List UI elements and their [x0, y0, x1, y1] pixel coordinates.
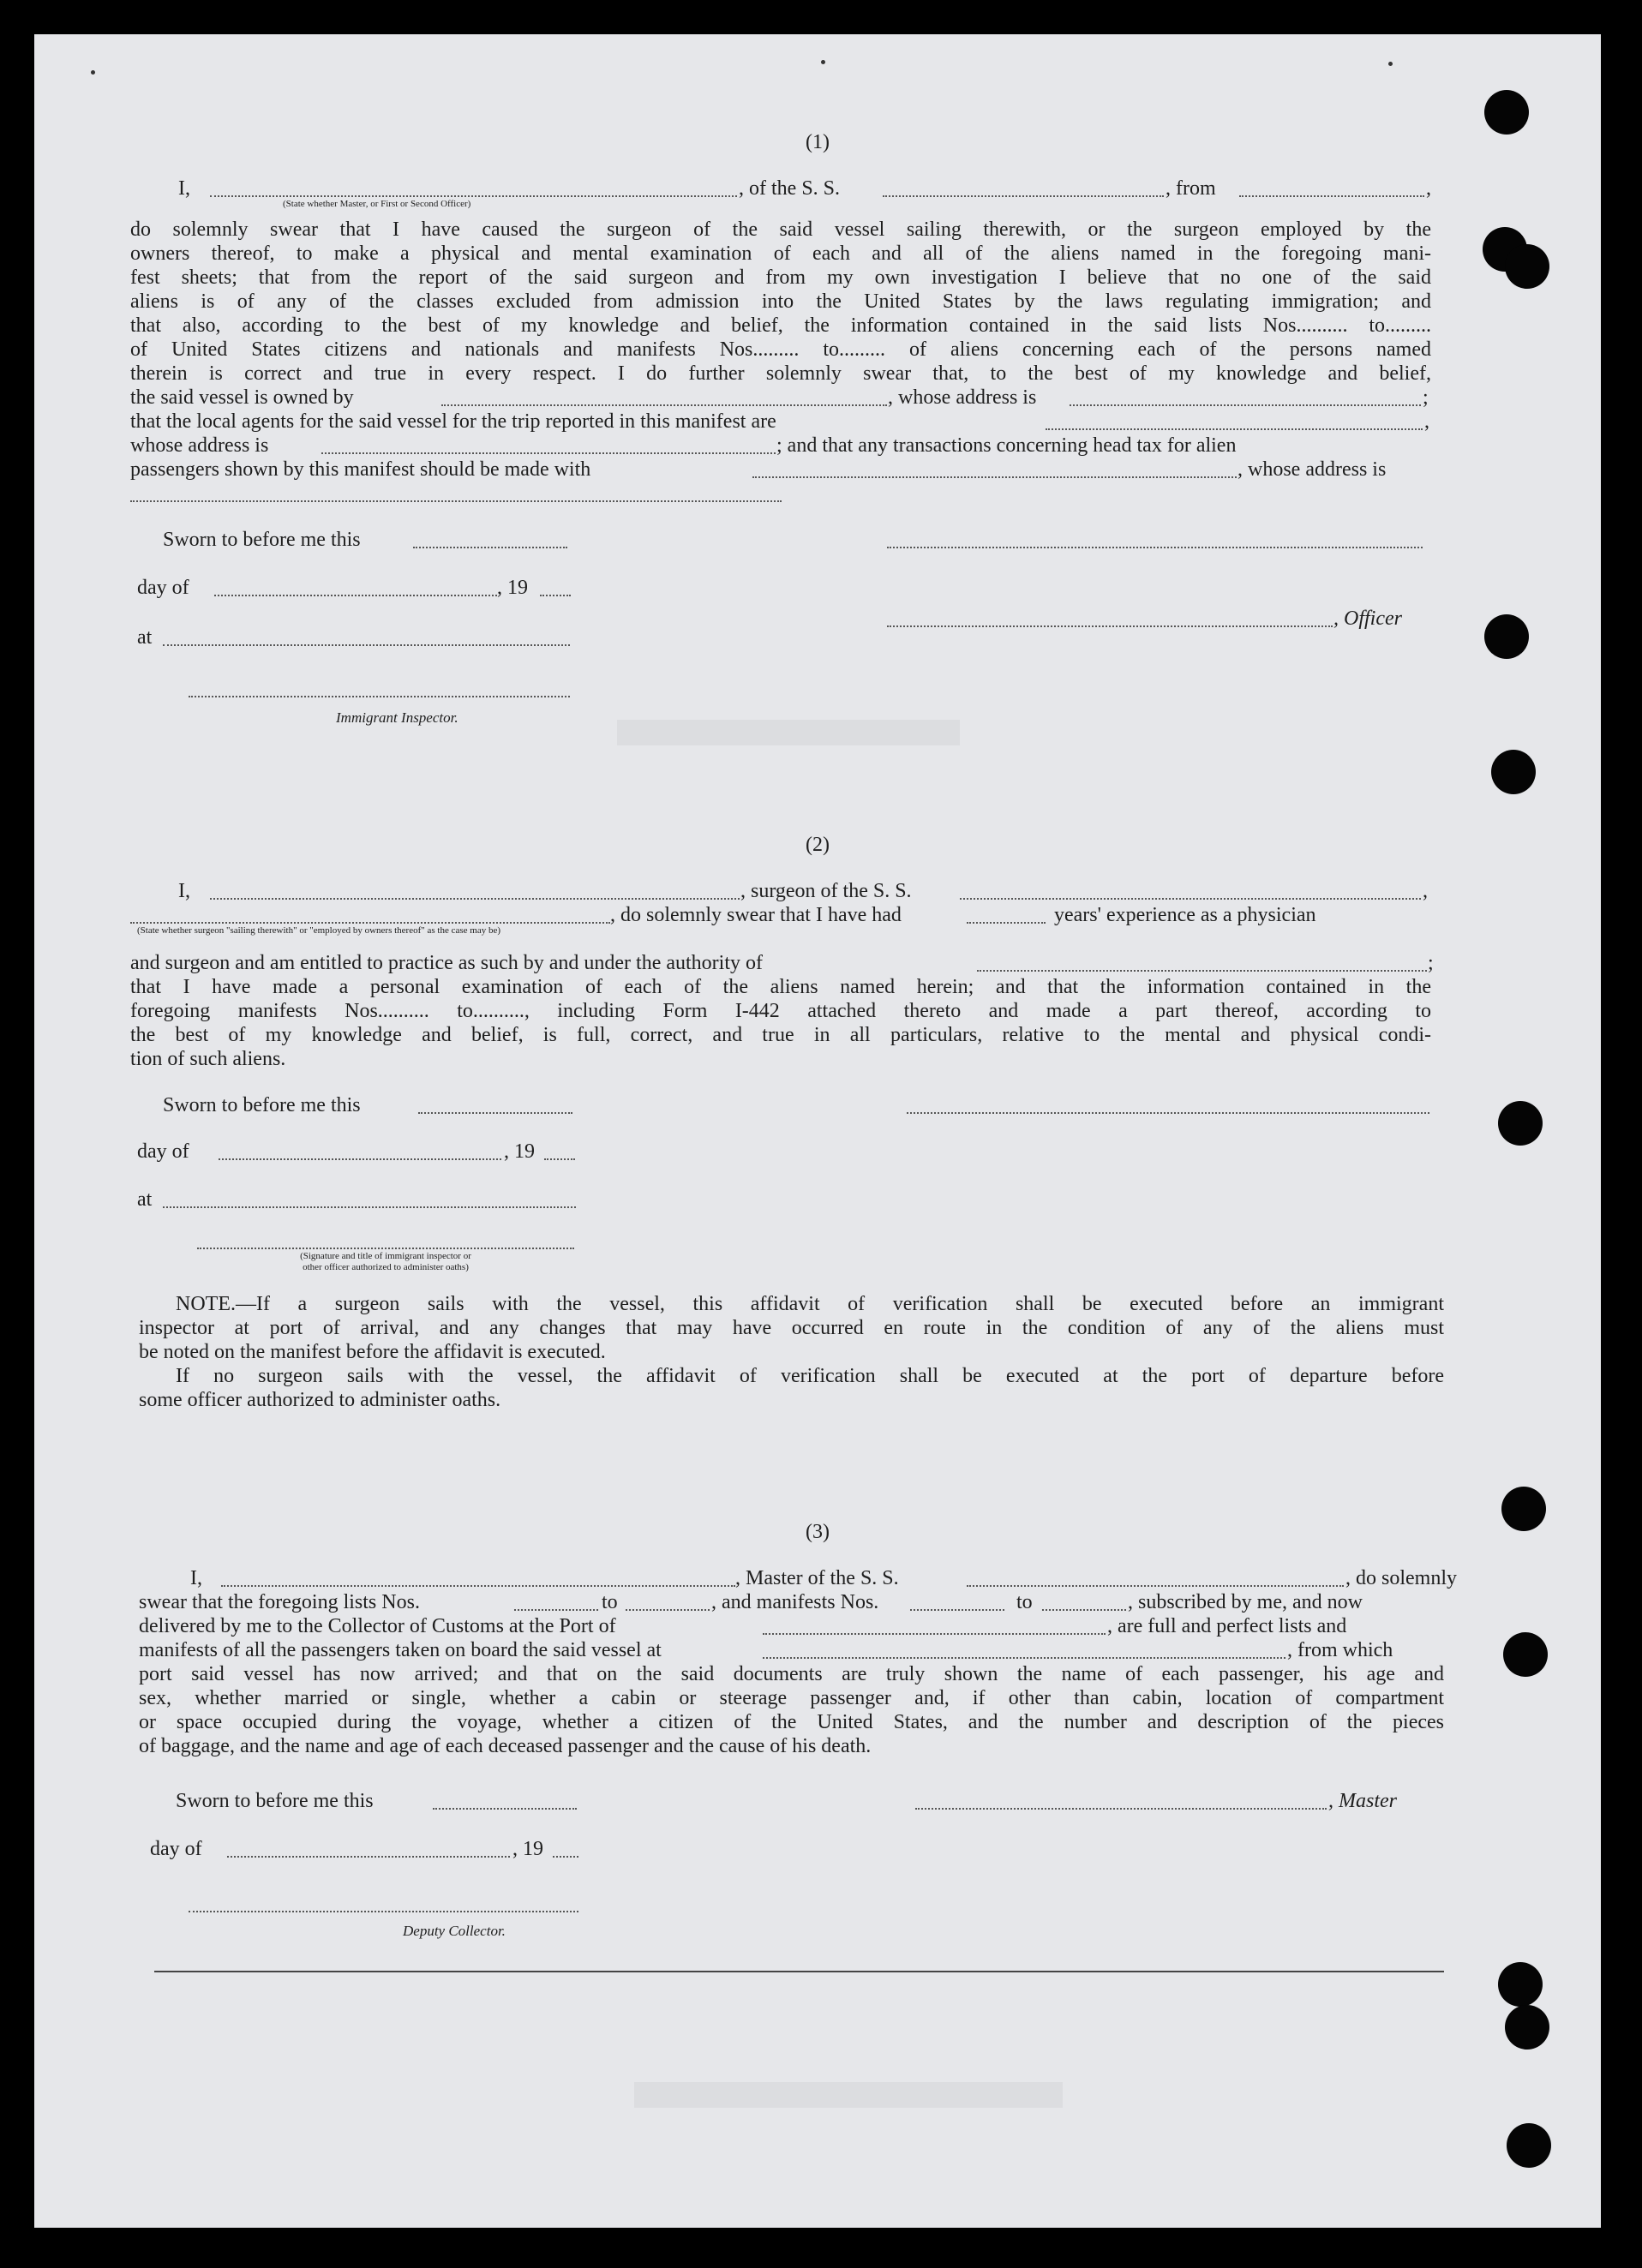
- blank-field: [910, 1609, 1004, 1611]
- signature-line: [915, 1808, 1327, 1810]
- text: , surgeon of the S. S.: [740, 880, 912, 902]
- blank-field: [210, 898, 740, 900]
- text: that the local agents for the said vessel for the trip reported in this manifest are: [130, 410, 776, 433]
- blank-field: [227, 1856, 510, 1858]
- blank-field: [214, 595, 497, 596]
- text: , 19: [504, 1140, 535, 1163]
- blank-field: [219, 1158, 501, 1160]
- text: , and manifests Nos.: [711, 1591, 879, 1613]
- text: ; and that any transactions concerning head tax for alien: [776, 434, 1237, 457]
- inspector-label: Immigrant Inspector.: [336, 709, 458, 726]
- note-text: inspector at port of arrival, and any changes that may have occurred en route in the condition of any of the aliens must: [139, 1317, 1444, 1339]
- blank-field: [544, 1158, 575, 1160]
- text: I,: [190, 1567, 202, 1589]
- text: , 19: [512, 1838, 543, 1860]
- text: ,: [1424, 410, 1429, 433]
- blank-field: [163, 644, 570, 646]
- blank-field: [626, 1609, 710, 1611]
- caption: other officer authorized to administer oaths): [303, 1262, 469, 1272]
- blank-field: [763, 1657, 1285, 1659]
- text: day of: [137, 1140, 189, 1163]
- blank-field: [163, 1206, 576, 1208]
- note-text: be noted on the manifest before the affidavit is executed.: [139, 1341, 606, 1363]
- text: manifests of all the passengers taken on board the said vessel at: [139, 1639, 662, 1661]
- text: fest sheets; that from the report of the said surgeon and from my own investigation I believe that no one of the said: [130, 266, 1431, 289]
- text: sex, whether married or single, whether a cabin or steerage passenger and, if other than cabin, location of compartment: [139, 1687, 1444, 1709]
- text: ;: [1428, 952, 1434, 974]
- blank-field: [210, 195, 737, 197]
- text: of United States citizens and nationals and manifests Nos......... to......... of aliens concerning each of the persons named: [130, 338, 1431, 361]
- text: of baggage, and the name and age of each deceased passenger and the cause of his death.: [139, 1735, 872, 1757]
- text: day of: [137, 577, 189, 599]
- blank-field: [883, 195, 1164, 197]
- blank-field: [1042, 1609, 1126, 1611]
- blank-field: [1070, 404, 1421, 406]
- text: or space occupied during the voyage, whether a citizen of the United States, and the number and description of the pieces: [139, 1711, 1444, 1733]
- text: Sworn to before me this: [176, 1790, 374, 1812]
- text: ;: [1423, 386, 1429, 409]
- master-label: , Master: [1328, 1790, 1397, 1812]
- text: , Master of the S. S.: [735, 1567, 899, 1589]
- text: , do solemnly: [1345, 1567, 1457, 1589]
- text: , whose address is: [1237, 458, 1387, 481]
- blank-field: [321, 452, 776, 454]
- document-body: [34, 34, 1601, 2228]
- text: years' experience as a physician: [1054, 904, 1316, 926]
- blank-field: [221, 1585, 735, 1587]
- blank-field: [540, 595, 571, 596]
- text: foregoing manifests Nos.......... to.........., including Form I-442 attached thereto and made a part thereof, according to: [130, 1000, 1431, 1022]
- text: aliens is of any of the classes excluded from admission into the United States by the laws regulating immigration; and: [130, 290, 1431, 313]
- text: delivered by me to the Collector of Customs at the Port of: [139, 1615, 616, 1637]
- blank-field: [130, 922, 610, 924]
- signature-line: [887, 547, 1423, 548]
- text: , subscribed by me, and now: [1128, 1591, 1363, 1613]
- officer-label: , Officer: [1333, 607, 1402, 630]
- affidavit-sheet: [34, 34, 1601, 2228]
- signature-line: [887, 625, 1333, 627]
- text: ,: [1426, 177, 1431, 200]
- bottom-rule: [154, 1971, 1444, 1972]
- blank-field: [441, 404, 887, 406]
- signature-line: [907, 1112, 1429, 1114]
- text: I,: [178, 880, 190, 902]
- text: passengers shown by this manifest should be made with: [130, 458, 591, 481]
- blank-field: [1046, 428, 1423, 430]
- text: , from: [1166, 177, 1216, 200]
- text: and surgeon and am entitled to practice as such by and under the authority of: [130, 952, 763, 974]
- blank-field: [977, 970, 1427, 972]
- text: swear that the foregoing lists Nos.: [139, 1591, 420, 1613]
- blank-field: [413, 547, 567, 548]
- text: , do solemnly swear that I have had: [610, 904, 902, 926]
- text: that I have made a personal examination of each of the aliens named herein; and that the information contained in the: [130, 976, 1431, 998]
- text: , of the S. S.: [739, 177, 841, 200]
- text: do solemnly swear that I have caused the surgeon of the said vessel sailing therewith, or the surgeon employed by the: [130, 218, 1431, 241]
- text: ,: [1423, 880, 1428, 902]
- text: to: [1016, 1591, 1033, 1613]
- text: that also, according to the best of my knowledge and belief, the information contained in the said lists Nos.......... to.........: [130, 314, 1431, 337]
- blank-field: [763, 1633, 1106, 1635]
- text: I,: [178, 177, 190, 200]
- blank-field: [130, 500, 782, 502]
- blank-field: [752, 476, 1237, 478]
- deputy-label: Deputy Collector.: [403, 1923, 506, 1939]
- blank-field: [967, 922, 1046, 924]
- text: , 19: [497, 577, 528, 599]
- text: tion of such aliens.: [130, 1048, 286, 1070]
- text: the said vessel is owned by: [130, 386, 354, 409]
- blank-field: [553, 1856, 578, 1858]
- text: Sworn to before me this: [163, 1094, 361, 1116]
- text: at: [137, 626, 153, 649]
- text: Sworn to before me this: [163, 529, 361, 551]
- text: , are full and perfect lists and: [1107, 1615, 1347, 1637]
- blank-field: [1239, 195, 1424, 197]
- blank-field: [967, 1585, 1344, 1587]
- blank-field: [514, 1609, 598, 1611]
- text: , whose address is: [888, 386, 1037, 409]
- text: owners thereof, to make a physical and mental examination of each and all of the aliens named in the foregoing mani-: [130, 242, 1431, 265]
- section-number: (3): [806, 1521, 830, 1543]
- text: day of: [150, 1838, 202, 1860]
- text: at: [137, 1188, 153, 1211]
- caption: (Signature and title of immigrant inspector or: [300, 1251, 471, 1261]
- blank-field: [418, 1112, 572, 1114]
- note-text: If no surgeon sails with the vessel, the affidavit of verification shall be executed at the port of departure before: [176, 1365, 1444, 1387]
- signature-line: [197, 1248, 574, 1249]
- note-text: some officer authorized to administer oaths.: [139, 1389, 501, 1411]
- section-number: (2): [806, 834, 830, 856]
- caption: (State whether Master, or First or Second Officer): [283, 199, 471, 209]
- note-text: NOTE.—If a surgeon sails with the vessel, this affidavit of verification shall be executed before an immigrant: [176, 1293, 1444, 1315]
- text: the best of my knowledge and belief, is full, correct, and true in all particulars, relative to the mental and physical condi-: [130, 1024, 1431, 1046]
- text: to: [602, 1591, 618, 1613]
- blank-field: [433, 1808, 577, 1810]
- text: port said vessel has now arrived; and that on the said documents are truly shown the name of each passenger, his age and: [139, 1663, 1444, 1685]
- signature-line: [189, 1911, 578, 1912]
- section-number: (1): [806, 131, 830, 153]
- text: whose address is: [130, 434, 269, 457]
- text: therein is correct and true in every respect. I do further solemnly swear that, to the best of my knowledge and belief,: [130, 362, 1431, 385]
- blank-field: [960, 898, 1421, 900]
- caption: (State whether surgeon "sailing therewith" or "employed by owners thereof" as the case may be): [137, 925, 501, 936]
- text: , from which: [1287, 1639, 1393, 1661]
- signature-line: [189, 696, 570, 697]
